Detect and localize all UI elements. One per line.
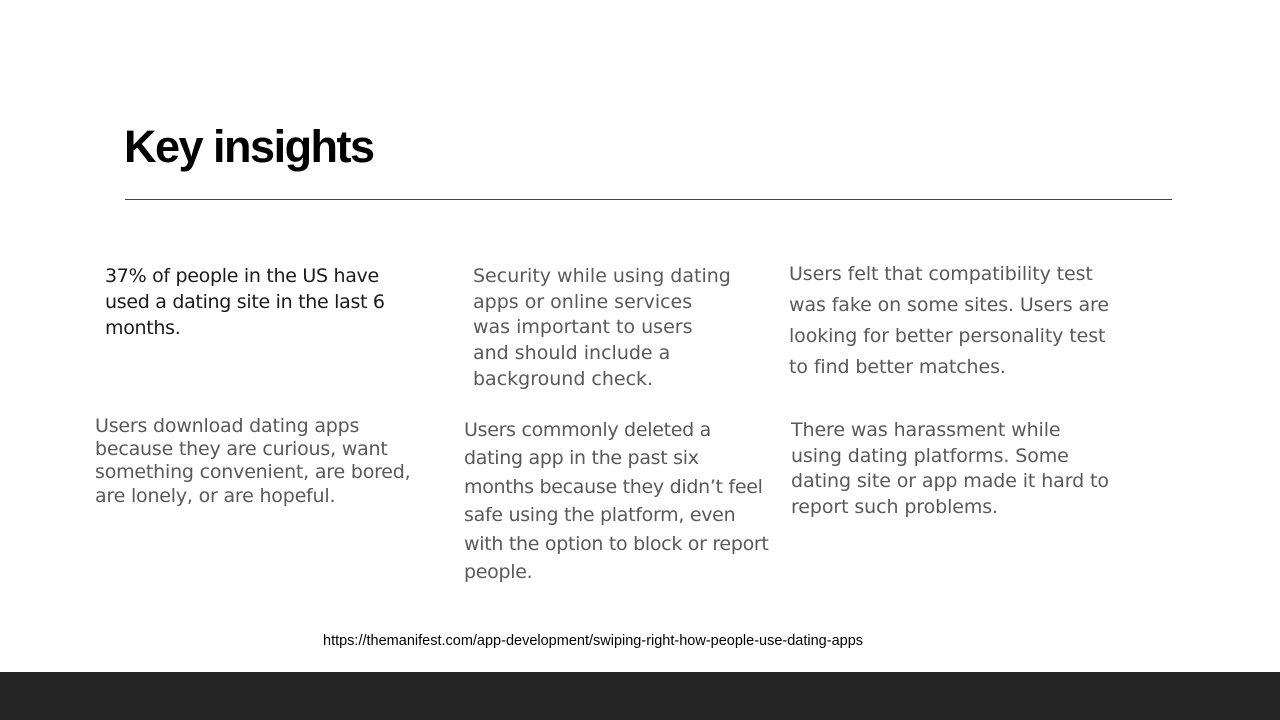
insight-text: Security while using dating apps or online services was important to users and should include a background check. [473,265,731,390]
insight-text: Users felt that compatibility test was fake on some sites. Users are looking for better personality test to find better matches. [789,263,1109,378]
insight-text: There was harassment while using dating platforms. Some dating site or app made it hard to report such problems. [791,419,1109,519]
source-link[interactable]: https://themanifest.com/app-development/swiping-right-how-people-use-dating-apps [323,633,864,649]
slide-title: Key insights [124,121,374,172]
footer-bar [0,672,1280,720]
insight-text: Users download dating apps because they are curious, want something convenient, are bored, are lonely, or are hopeful. [95,415,411,507]
insight-text: Users commonly deleted a dating app in the past six months because they didn’t feel safe using the platform, even with the option to block or report people. [464,419,769,584]
title-divider [125,199,1172,200]
insight-text: 37% of people in the US have used a dating site in the last 6 months. [105,265,385,339]
